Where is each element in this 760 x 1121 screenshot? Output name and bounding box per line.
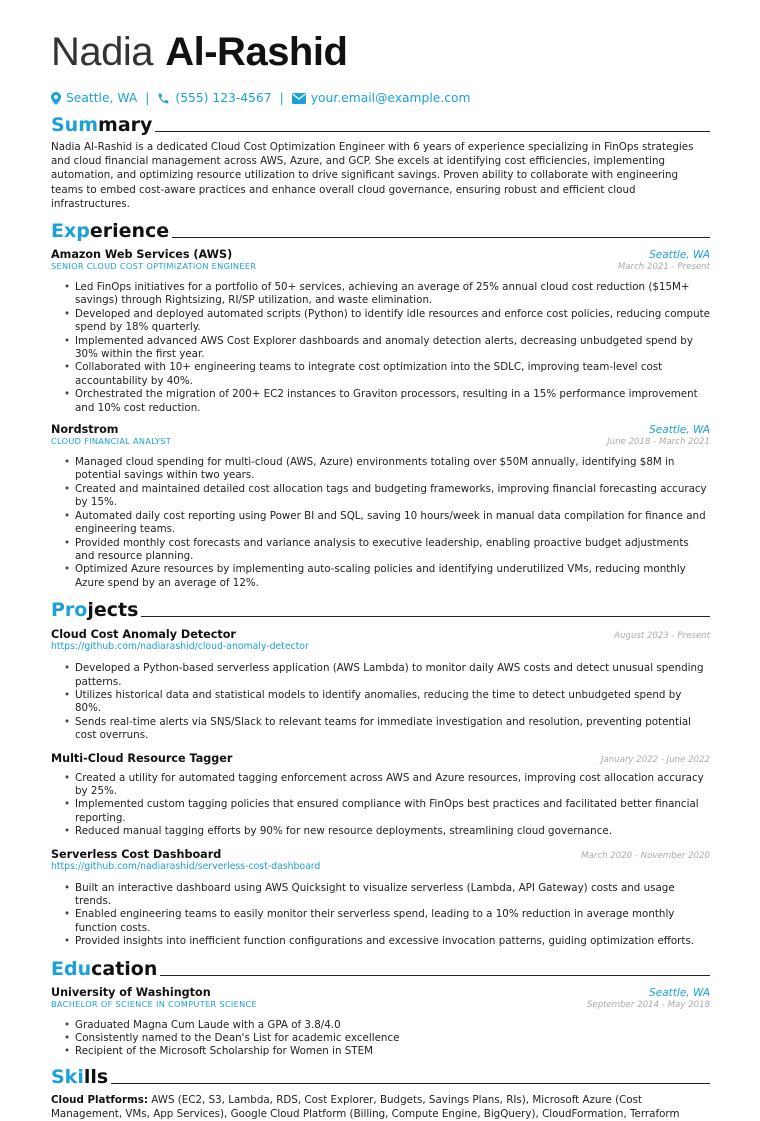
- list-item: • Created and maintained detailed cost allocation tags and budgeting frameworks, improving financial forecasting accuracy by 15%.: [75, 483, 710, 510]
- list-item: • Implemented advanced AWS Cost Explorer dashboards and anomaly detection alerts, decreasing unbudgeted spend by 30% within the first year.: [75, 335, 710, 362]
- bullet-list: [51, 1019, 710, 1059]
- experience-entry: [51, 423, 710, 590]
- experience-entry: [51, 248, 710, 415]
- bullet-list: [51, 882, 710, 949]
- job-location: Seattle, WA: [649, 424, 710, 437]
- list-item: • Implemented custom tagging policies that ensured compliance with FinOps best practices and facilitated better financial reporting.: [75, 798, 710, 825]
- project-link[interactable]: https://github.com/nadiarashid/serverless-cost-dashboard: [51, 860, 321, 872]
- section-title: Education: [51, 957, 158, 980]
- bullet-list: [51, 662, 710, 742]
- education-entry: [51, 986, 710, 1059]
- contact-separator: |: [145, 91, 150, 106]
- envelope-icon: [292, 93, 306, 104]
- project-dates: August 2023 - Present: [614, 631, 710, 642]
- job-title: CLOUD FINANCIAL ANALYST: [51, 436, 172, 447]
- candidate-name: [51, 32, 710, 72]
- section-rule: [172, 237, 710, 238]
- bullet-list: [51, 772, 710, 839]
- school-location: Seattle, WA: [649, 986, 710, 999]
- job-dates: June 2018 - March 2021: [607, 437, 710, 448]
- list-item: • Created a utility for automated tagging enforcement across AWS and Azure resources, improving cost allocation accuracy by 25%.: [75, 772, 710, 799]
- project-link[interactable]: https://github.com/nadiarashid/cloud-anomaly-detector: [51, 641, 309, 653]
- list-item: • Built an interactive dashboard using AWS Quicksight to visualize serverless (Lambda, API Gateway) costs and usage trends.: [75, 882, 710, 909]
- section-title: Summary: [51, 114, 153, 136]
- list-item: • Orchestrated the migration of 200+ EC2 instances to Graviton processors, resulting in a 15% performance improvement and 10% cost reduction.: [75, 388, 710, 415]
- job-title: SENIOR CLOUD COST OPTIMIZATION ENGINEER: [51, 261, 257, 272]
- email-text: your.email@example.com: [310, 91, 471, 106]
- section-title: Experience: [51, 220, 170, 243]
- employer-name: Nordstrom: [51, 423, 119, 437]
- contact-phone[interactable]: [157, 92, 271, 105]
- contact-location: [51, 92, 137, 105]
- list-item: • Enabled engineering teams to easily monitor their serverless spend, leading to a 10% reduction in average monthly function costs.: [75, 908, 710, 935]
- phone-icon: [157, 92, 170, 105]
- list-item: • Developed and deployed automated scripts (Python) to identify idle resources and enforce cost policies, reducing compute spend by 18% quarterly.: [75, 308, 710, 335]
- list-item: • Consistently named to the Dean's List for academic excellence: [75, 1032, 710, 1045]
- list-item: • Optimized Azure resources by implementing auto-scaling policies and identifying underutilized VMs, reducing monthly Azure spend by an average of 12%.: [75, 563, 710, 590]
- project-entry: [51, 752, 710, 839]
- project-entry: [51, 628, 710, 742]
- project-name: Serverless Cost Dashboard: [51, 847, 222, 861]
- project-name: Multi-Cloud Resource Tagger: [51, 751, 233, 765]
- contact-separator: |: [279, 91, 284, 106]
- skills-label: Cloud Platforms:: [51, 1093, 149, 1106]
- section-title: Skills: [51, 1065, 109, 1088]
- project-name: Cloud Cost Anomaly Detector: [51, 628, 236, 642]
- project-dates: March 2020 - November 2020: [581, 850, 710, 861]
- section-title: Projects: [51, 599, 139, 622]
- list-item: • Reduced manual tagging efforts by 90% for new resource deployments, streamlining cloud governance.: [75, 825, 710, 838]
- education-section-header: [51, 955, 710, 979]
- skills-text: [51, 1093, 710, 1121]
- list-item: • Collaborated with 10+ engineering teams to integrate cost optimization into the SDLC, improving team-level cost accountability by 40%.: [75, 361, 710, 388]
- last-name: Al-Rashid: [165, 30, 348, 74]
- bullet-list: [51, 281, 710, 415]
- project-dates: January 2022 - June 2022: [600, 754, 710, 765]
- education-dates: September 2014 - May 2018: [586, 999, 710, 1010]
- degree-title: BACHELOR OF SCIENCE IN COMPUTER SCIENCE: [51, 998, 257, 1009]
- list-item: • Led FinOps initiatives for a portfolio of 50+ services, achieving an average of 25% annual cloud cost reduction ($15M+ savings) through Rightsizing, RI/SP utilization, and waste elimination.: [75, 281, 710, 308]
- section-rule: [141, 616, 710, 617]
- list-item: • Provided monthly cost forecasts and variance analysis to executive leadership, enabling proactive budget adjustments and resource planning.: [75, 537, 710, 564]
- list-item: • Utilizes historical data and statistical models to identify anomalies, reducing the time to detect unbudgeted spend by 80%.: [75, 689, 710, 716]
- job-location: Seattle, WA: [649, 249, 710, 262]
- first-name: Nadia: [51, 30, 154, 74]
- map-pin-icon: [51, 92, 61, 105]
- summary-text: Nadia Al-Rashid is a dedicated Cloud Cost Optimization Engineer with 6 years of experience specializing in FinOps strategies and cloud financial management across AWS, Azure, and GCP. She excels at identifying cost efficiencies, implementing automation, and optimizing resource utilization to drive significant savings. Proven ability to collaborate with engineering teams to embed cost-aware practices and enhance overall cloud governance, ensuring robust and efficient cloud infrastructures.: [51, 141, 694, 210]
- project-entry: [51, 848, 710, 949]
- section-rule: [111, 1083, 710, 1084]
- summary-section-header: [51, 111, 710, 135]
- list-item: • Graduated Magna Cum Laude with a GPA of 3.8/4.0: [75, 1019, 710, 1032]
- contact-email[interactable]: [292, 92, 471, 104]
- skills-value: AWS (EC2, S3, Lambda, RDS, Cost Explorer, Budgets, Savings Plans, RIs), Microsoft Azure (Cost Management, VMs, App Services), Google Cloud Platform (Billing, Compute Engine, BigQuery), CloudFormation, Terraform: [51, 1093, 680, 1121]
- section-rule: [155, 131, 710, 132]
- list-item: • Developed a Python-based serverless application (AWS Lambda) to monitor daily AWS costs and detect unusual spending patterns.: [75, 662, 710, 689]
- list-item: • Automated daily cost reporting using Power BI and SQL, saving 10 hours/week in manual data compilation for finance and engineering teams.: [75, 510, 710, 537]
- phone-text: (555) 123-4567: [175, 91, 272, 106]
- list-item: • Sends real-time alerts via SNS/Slack to relevant teams for immediate investigation and resolution, preventing potential cost overruns.: [75, 716, 710, 743]
- list-item: • Provided insights into inefficient function configurations and excessive invocation patterns, guiding optimization efforts.: [75, 935, 710, 948]
- section-rule: [160, 975, 710, 976]
- school-name: University of Washington: [51, 985, 211, 999]
- list-item: • Recipient of the Microsoft Scholarship for Women in STEM: [75, 1045, 710, 1058]
- list-item: • Managed cloud spending for multi-cloud (AWS, Azure) environments totaling over $50M annually, identifying $8M in potential savings within two years.: [75, 456, 710, 483]
- experience-section-header: [51, 217, 710, 241]
- bullet-list: [51, 456, 710, 590]
- contact-bar: [51, 92, 710, 105]
- projects-section-header: [51, 596, 710, 620]
- location-text: Seattle, WA: [66, 91, 138, 106]
- job-dates: March 2021 - Present: [617, 262, 710, 273]
- employer-name: Amazon Web Services (AWS): [51, 248, 233, 262]
